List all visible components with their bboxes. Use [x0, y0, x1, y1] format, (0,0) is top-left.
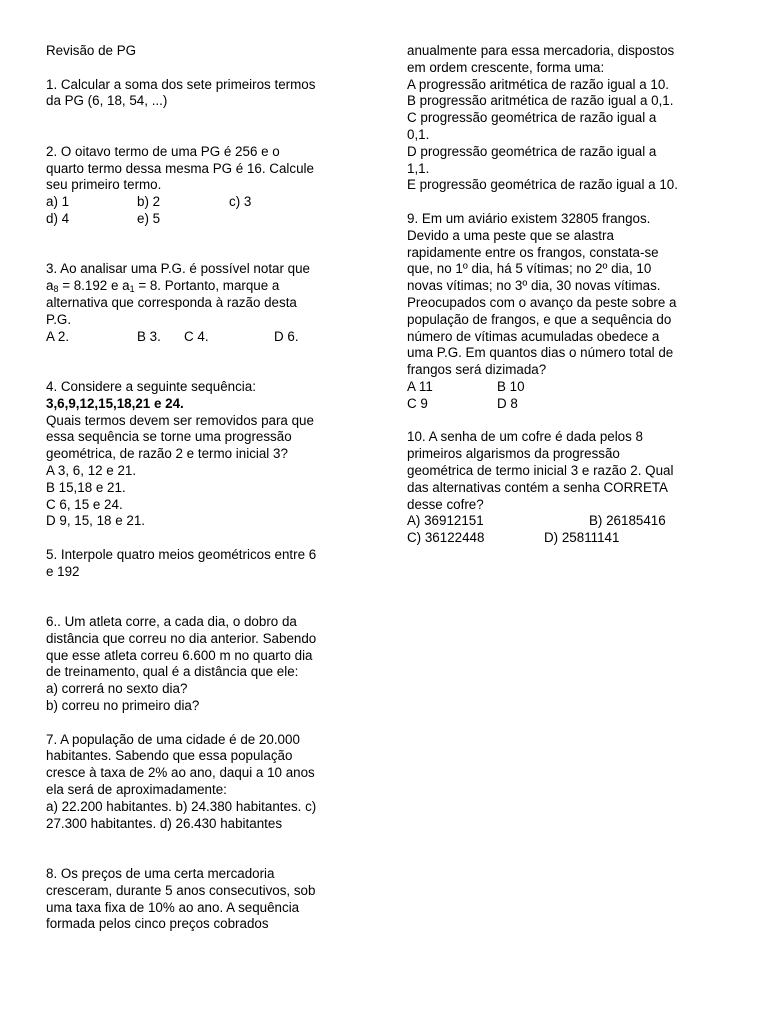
option-b: B 3. [137, 328, 161, 344]
option-a: A 11 [407, 378, 433, 394]
question-text: em ordem crescente, forma uma: [407, 59, 605, 75]
question-3 [46, 261, 366, 345]
question-text: Preocupados com o avanço da peste sobre a [407, 294, 677, 310]
option-e: e) 5 [137, 210, 161, 226]
option-b: B progressão aritmética de razão igual a 0,1. [407, 93, 674, 109]
question-5 [46, 547, 366, 581]
question-10 [407, 429, 727, 547]
question-7 [46, 732, 366, 833]
question-9 [407, 211, 727, 413]
question-text: seu primeiro termo. [46, 177, 162, 193]
question-8 [46, 866, 366, 933]
sequence-text: 3,6,9,12,15,18,21 e 24. [46, 395, 184, 411]
question-text: 9. Em um aviário existem 32805 frangos. [407, 210, 651, 226]
options-row [46, 329, 366, 346]
question-text: geométrica, de razão 2 e termo inicial 3? [46, 446, 288, 462]
question-4 [46, 379, 366, 530]
option-c: C 4. [184, 328, 209, 344]
option-b: b) 2 [137, 194, 161, 210]
option-b: B) 26185416 [589, 513, 666, 529]
question-text: população de frangos, e que a sequência do [407, 311, 672, 327]
question-text: rapidamente entre os frangos, constata-se [407, 244, 659, 260]
options-row [407, 396, 727, 413]
question-text [46, 278, 366, 295]
question-text: que, no 1º dia, há 5 vítimas; no 2º dia, 10 [407, 261, 652, 277]
option-c-cont: 0,1. [407, 126, 430, 142]
question-text: 27.300 habitantes. d) 26.430 habitantes [46, 815, 283, 831]
question-text: uma P.G. Em quantos dias o número total de [407, 345, 674, 361]
options-row [407, 530, 727, 547]
question-text: novas vítimas; no 3º dia, 30 novas vítimas. [407, 278, 661, 294]
question-text: a) 22.200 habitantes. b) 24.380 habitantes. c) [46, 798, 317, 814]
question-text: anualmente para essa mercadoria, dispostos [407, 43, 675, 58]
question-text: número de vítimas acumuladas obedece a [407, 328, 660, 344]
question-text: P.G. [46, 311, 72, 327]
option-d: D progressão geométrica de razão igual a [407, 143, 657, 159]
question-text: distância que correu no dia anterior. Sabendo [46, 630, 317, 646]
question-text: alternativa que corresponda à razão desta [46, 294, 297, 310]
option-c: C progressão geométrica de razão igual a [407, 110, 657, 126]
question-text: e 192 [46, 563, 80, 579]
page-title: Revisão de PG [46, 43, 137, 58]
question-text: uma taxa fixa de 10% ao ano. A sequência [46, 899, 300, 915]
question-text: 8. Os preços de uma certa mercadoria [46, 866, 275, 882]
question-text: das alternativas contém a senha CORRETA [407, 479, 668, 495]
option-c: C 9 [407, 395, 428, 411]
option-a: A 3, 6, 12 e 21. [46, 462, 137, 478]
question-text: primeiros algarismos da progressão [407, 446, 620, 462]
a1-subscript: 1 [129, 284, 135, 295]
options-row [46, 211, 366, 228]
question-1 [46, 77, 366, 111]
option-a: A 2. [46, 328, 70, 344]
option-c: C 6, 15 e 24. [46, 496, 123, 512]
question-text: frangos será dizimada? [407, 362, 547, 378]
option-d: D 6. [274, 328, 299, 344]
options-row [407, 513, 727, 530]
option-b: B 15,18 e 21. [46, 479, 126, 495]
question-text: cresce à taxa de 2% ao ano, daqui a 10 anos [46, 765, 315, 781]
left-column [46, 43, 366, 933]
question-text: desse cofre? [407, 496, 484, 512]
question-text: essa sequência se torne uma progressão [46, 429, 292, 445]
question-6 [46, 614, 366, 715]
question-text: de treinamento, qual é a distância que ele: [46, 664, 299, 680]
right-column [407, 43, 727, 547]
option-a: A) 36912151 [407, 513, 484, 529]
option-c: C) 36122448 [407, 530, 485, 546]
question-text: formada pelos cinco preços cobrados [46, 916, 269, 932]
question-text: da PG (6, 18, 54, ...) [46, 93, 168, 109]
question-text: a) correrá no sexto dia? [46, 681, 188, 697]
option-d: d) 4 [46, 210, 70, 226]
question-text: 5. Interpole quatro meios geométricos entre 6 [46, 546, 317, 562]
question-text: que esse atleta correu 6.600 m no quarto dia [46, 647, 313, 663]
question-text: Devido a uma peste que se alastra [407, 227, 614, 243]
option-a: a) 1 [46, 194, 70, 210]
question-text: 10. A senha de um cofre é dada pelos 8 [407, 429, 643, 445]
option-c: c) 3 [229, 194, 252, 210]
question-text: habitantes. Sabendo que essa população [46, 748, 293, 764]
question-text: Quais termos devem ser removidos para que [46, 412, 314, 428]
option-b: B 10 [497, 378, 525, 394]
question-text: 3. Ao analisar uma P.G. é possível notar que [46, 261, 311, 277]
question-text: 4. Considere a seguinte sequência: [46, 378, 256, 394]
question-2 [46, 144, 366, 228]
a8-symbol: a [46, 278, 54, 294]
option-d-cont: 1,1. [407, 160, 430, 176]
question-text: cresceram, durante 5 anos consecutivos, sob [46, 882, 316, 898]
options-row [407, 379, 727, 396]
option-d: D) 25811141 [544, 530, 620, 546]
a8-value: = 8.192 e a [58, 278, 130, 294]
question-text: quarto termo dessa mesma PG é 16. Calcule [46, 160, 314, 176]
question-text: 6.. Um atleta corre, a cada dia, o dobro da [46, 614, 297, 630]
a8-subscript: 8 [53, 284, 59, 295]
a1-value: = 8. Portanto, marque a [134, 278, 280, 294]
options-row [46, 194, 366, 211]
question-text: geométrica de termo inicial 3 e razão 2. Qual [407, 462, 674, 478]
question-text: b) correu no primeiro dia? [46, 698, 200, 714]
option-d: D 8 [497, 395, 518, 411]
question-text: 1. Calcular a soma dos sete primeiros termos [46, 76, 316, 92]
option-e: E progressão geométrica de razão igual a 10. [407, 177, 678, 193]
option-a: A progressão aritmética de razão igual a 10. [407, 76, 670, 92]
question-text: ela será de aproximadamente: [46, 782, 227, 798]
question-8-continued [407, 43, 727, 194]
option-d: D 9, 15, 18 e 21. [46, 513, 146, 529]
question-text: 2. O oitavo termo de uma PG é 256 e o [46, 143, 280, 159]
question-text: 7. A população de uma cidade é de 20.000 [46, 731, 300, 747]
